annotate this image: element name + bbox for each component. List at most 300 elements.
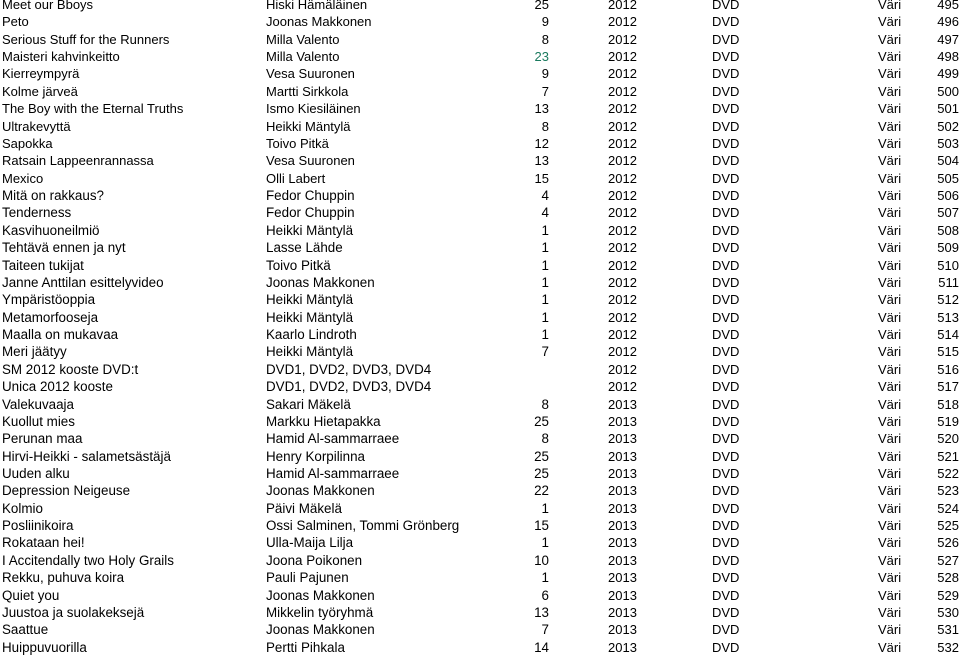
film-number: 531 (937, 622, 959, 638)
film-title: Unica 2012 kooste (2, 379, 113, 395)
film-number: 522 (937, 465, 959, 481)
film-author: Hamid Al-sammarraee (266, 465, 400, 481)
film-length: 1 (541, 327, 549, 343)
film-color: Väri (878, 518, 902, 534)
film-number: 520 (937, 431, 959, 447)
film-number: 500 (937, 83, 959, 99)
film-number: 499 (937, 66, 959, 82)
film-color: Väri (878, 552, 902, 568)
film-format: DVD (712, 135, 740, 151)
film-number: 496 (937, 14, 959, 30)
film-title: Hirvi-Heikki - salametsästäjä (2, 448, 171, 464)
film-length: 13 (534, 153, 549, 169)
film-number: 530 (937, 604, 959, 620)
film-format: DVD (712, 14, 740, 30)
film-year: 2013 (608, 448, 637, 464)
film-color: Väri (878, 205, 902, 221)
film-title: Meri jäätyy (2, 344, 67, 360)
film-color: Väri (878, 188, 902, 204)
film-length: 1 (541, 500, 549, 516)
film-color: Väri (878, 396, 902, 412)
film-author: Heikki Mäntylä (266, 118, 351, 134)
film-color: Väri (878, 448, 902, 464)
film-length: 15 (534, 170, 549, 186)
film-length: 1 (541, 535, 549, 551)
table-row (0, 48, 960, 65)
film-number: 505 (937, 170, 959, 186)
film-author: Toivo Pitkä (266, 135, 329, 151)
film-format: DVD (712, 205, 740, 221)
film-number: 507 (937, 205, 959, 221)
film-color: Väri (878, 570, 902, 586)
film-author: Vesa Suuronen (266, 66, 355, 82)
film-year: 2012 (608, 49, 637, 65)
film-title: Ultrakevyttä (2, 118, 71, 134)
film-author: DVD1, DVD2, DVD3, DVD4 (266, 379, 432, 395)
film-length: 1 (541, 222, 549, 238)
film-title: Depression Neigeuse (2, 483, 131, 499)
film-title: Metamorfooseja (2, 309, 99, 325)
film-year: 2012 (608, 31, 637, 47)
film-author: Milla Valento (266, 49, 340, 65)
film-title: Posliinikoira (2, 518, 74, 534)
film-format: DVD (712, 518, 740, 534)
film-year: 2013 (608, 431, 637, 447)
film-color: Väri (878, 292, 902, 308)
film-number: 506 (937, 188, 959, 204)
film-length: 7 (541, 622, 549, 638)
film-format: DVD (712, 101, 740, 117)
film-length: 14 (534, 639, 549, 655)
table-row (0, 204, 960, 221)
film-title: Serious Stuff for the Runners (2, 31, 170, 47)
table-row (0, 343, 960, 360)
film-color: Väri (878, 431, 902, 447)
film-color: Väri (878, 327, 902, 343)
film-number: 508 (937, 222, 959, 238)
film-length: 6 (541, 587, 549, 603)
film-format: DVD (712, 639, 740, 655)
film-length: 22 (534, 483, 549, 499)
film-author: Martti Sirkkola (266, 83, 349, 99)
film-author: Ossi Salminen, Tommi Grönberg (266, 518, 460, 534)
table-row (0, 326, 960, 343)
film-color: Väri (878, 101, 902, 117)
table-row (0, 187, 960, 204)
film-title: Rokataan hei! (2, 535, 85, 551)
table-row (0, 396, 960, 413)
film-number: 525 (937, 518, 959, 534)
film-color: Väri (878, 587, 902, 603)
film-number: 519 (937, 413, 959, 429)
film-length: 1 (541, 240, 549, 256)
table-row (0, 604, 960, 621)
film-year: 2012 (608, 222, 637, 238)
film-author: Kaarlo Lindroth (266, 327, 357, 343)
film-year: 2013 (608, 570, 637, 586)
film-number: 504 (937, 153, 959, 169)
film-length: 1 (541, 292, 549, 308)
film-color: Väri (878, 170, 902, 186)
film-color: Väri (878, 14, 902, 30)
film-format: DVD (712, 170, 740, 186)
film-length: 4 (541, 205, 549, 221)
film-year: 2013 (608, 622, 637, 638)
film-length: 9 (541, 14, 549, 30)
film-color: Väri (878, 309, 902, 325)
film-year: 2013 (608, 413, 637, 429)
film-format: DVD (712, 118, 740, 134)
film-length: 4 (541, 188, 549, 204)
film-format: DVD (712, 31, 740, 47)
table-row (0, 152, 960, 169)
film-year: 2012 (608, 170, 637, 186)
film-number: 502 (937, 118, 959, 134)
film-title: Kasvihuoneilmiö (2, 222, 100, 238)
table-row (0, 309, 960, 326)
film-format: DVD (712, 188, 740, 204)
film-color: Väri (878, 31, 902, 47)
film-format: DVD (712, 570, 740, 586)
film-author: DVD1, DVD2, DVD3, DVD4 (266, 361, 432, 377)
film-color: Väri (878, 257, 902, 273)
film-color: Väri (878, 83, 902, 99)
film-format: DVD (712, 587, 740, 603)
film-number: 509 (937, 240, 959, 256)
table-row (0, 534, 960, 551)
film-year: 2013 (608, 604, 637, 620)
film-format: DVD (712, 344, 740, 360)
film-title: Kierreympyrä (2, 66, 80, 82)
table-row (0, 274, 960, 291)
film-year: 2012 (608, 135, 637, 151)
film-number: 526 (937, 535, 959, 551)
film-format: DVD (712, 309, 740, 325)
film-author: Olli Labert (266, 170, 326, 186)
film-length: 8 (541, 31, 549, 47)
film-length: 7 (541, 344, 549, 360)
film-number: 497 (937, 31, 959, 47)
film-number: 528 (937, 570, 959, 586)
table-row (0, 378, 960, 395)
table-row (0, 361, 960, 378)
table-row (0, 552, 960, 569)
film-title: Peto (2, 14, 29, 30)
table-row (0, 291, 960, 308)
film-year: 2013 (608, 500, 637, 516)
film-year: 2012 (608, 153, 637, 169)
film-year: 2013 (608, 396, 637, 412)
film-color: Väri (878, 0, 902, 12)
film-color: Väri (878, 622, 902, 638)
film-author: Fedor Chuppin (266, 205, 355, 221)
film-year: 2012 (608, 118, 637, 134)
film-color: Väri (878, 118, 902, 134)
film-number: 523 (937, 483, 959, 499)
film-color: Väri (878, 604, 902, 620)
film-author: Heikki Mäntylä (266, 292, 354, 308)
film-length: 13 (534, 604, 549, 620)
table-row (0, 100, 960, 117)
film-title: Kolmio (2, 500, 43, 516)
film-number: 503 (937, 135, 959, 151)
film-color: Väri (878, 344, 902, 360)
film-color: Väri (878, 413, 902, 429)
film-format: DVD (712, 257, 740, 273)
film-author: Lasse Lähde (266, 240, 343, 256)
film-color: Väri (878, 361, 902, 377)
film-author: Henry Korpilinna (266, 448, 365, 464)
film-year: 2012 (608, 309, 637, 325)
film-author: Hamid Al-sammarraee (266, 431, 400, 447)
film-author: Markku Hietapakka (266, 413, 381, 429)
film-number: 513 (937, 309, 959, 325)
table-row (0, 257, 960, 274)
table-row (0, 83, 960, 100)
film-year: 2012 (608, 66, 637, 82)
table-row (0, 222, 960, 239)
film-color: Väri (878, 274, 902, 290)
table-row (0, 517, 960, 534)
film-year: 2012 (608, 379, 637, 395)
film-author: Joonas Makkonen (266, 274, 375, 290)
film-length: 23 (534, 49, 549, 65)
film-year: 2012 (608, 240, 637, 256)
film-author: Joonas Makkonen (266, 483, 375, 499)
film-year: 2012 (608, 257, 637, 273)
film-year: 2013 (608, 483, 637, 499)
film-length: 9 (541, 66, 549, 82)
film-author: Heikki Mäntylä (266, 309, 354, 325)
film-format: DVD (712, 66, 740, 82)
film-format: DVD (712, 222, 740, 238)
film-year: 2012 (608, 274, 637, 290)
film-color: Väri (878, 153, 902, 169)
table-row (0, 170, 960, 187)
film-number: 510 (937, 257, 959, 273)
film-length: 10 (534, 552, 549, 568)
film-year: 2012 (608, 101, 637, 117)
film-color: Väri (878, 535, 902, 551)
film-year: 2013 (608, 518, 637, 534)
film-format: DVD (712, 552, 740, 568)
film-year: 2013 (608, 552, 637, 568)
film-number: 515 (937, 344, 959, 360)
film-length: 13 (534, 101, 549, 117)
film-title: Kolme järveä (2, 83, 78, 99)
film-title: Perunan maa (2, 431, 83, 447)
film-length: 12 (534, 135, 549, 151)
film-length: 25 (534, 448, 549, 464)
table-row (0, 465, 960, 482)
film-length: 25 (534, 0, 549, 12)
film-title: Rekku, puhuva koira (2, 570, 125, 586)
film-format: DVD (712, 465, 740, 481)
film-year: 2012 (608, 205, 637, 221)
film-number: 495 (937, 0, 959, 12)
film-title: Taiteen tukijat (2, 257, 84, 273)
film-author: Joonas Makkonen (266, 14, 372, 30)
film-author: Päivi Mäkelä (266, 500, 342, 516)
film-format: DVD (712, 500, 740, 516)
film-author: Heikki Mäntylä (266, 222, 354, 238)
film-title: Tehtävä ennen ja nyt (2, 240, 126, 256)
film-title: Saattue (2, 622, 49, 638)
film-format: DVD (712, 396, 740, 412)
film-number: 532 (937, 639, 959, 655)
film-year: 2013 (608, 465, 637, 481)
film-year: 2012 (608, 0, 637, 12)
film-number: 524 (937, 500, 959, 516)
film-title: Maalla on mukavaa (2, 327, 119, 343)
film-length: 7 (541, 83, 549, 99)
film-length: 25 (534, 465, 549, 481)
film-number: 521 (937, 448, 959, 464)
film-year: 2012 (608, 361, 637, 377)
table-row (0, 118, 960, 135)
film-format: DVD (712, 240, 740, 256)
film-color: Väri (878, 135, 902, 151)
table-row (0, 500, 960, 517)
film-year: 2013 (608, 535, 637, 551)
table-row (0, 621, 960, 638)
film-author: Hiski Hämäläinen (266, 0, 368, 12)
film-format: DVD (712, 327, 740, 343)
film-author: Joonas Makkonen (266, 587, 375, 603)
film-title: Kuollut mies (2, 413, 75, 429)
film-number: 514 (937, 327, 959, 343)
film-format: DVD (712, 274, 740, 290)
film-year: 2012 (608, 188, 637, 204)
film-format: DVD (712, 535, 740, 551)
film-format: DVD (712, 153, 740, 169)
film-year: 2013 (608, 639, 637, 655)
film-title: Quiet you (2, 587, 60, 603)
table-row (0, 430, 960, 447)
film-title: Ympäristöoppia (2, 292, 96, 308)
film-author: Joona Poikonen (266, 552, 363, 568)
film-length: 1 (541, 309, 549, 325)
film-color: Väri (878, 639, 902, 655)
film-length: 1 (541, 274, 549, 290)
film-length: 25 (534, 413, 549, 429)
film-color: Väri (878, 66, 902, 82)
film-title: SM 2012 kooste DVD:t (2, 361, 139, 377)
film-author: Mikkelin työryhmä (266, 604, 374, 620)
film-title: Tenderness (2, 205, 72, 221)
film-author: Toivo Pitkä (266, 257, 331, 273)
film-number: 501 (937, 101, 959, 117)
film-year: 2012 (608, 327, 637, 343)
film-length: 8 (541, 118, 549, 134)
film-author: Sakari Mäkelä (266, 396, 351, 412)
table-row (0, 31, 960, 48)
film-title: Ratsain Lappeenrannassa (2, 153, 154, 169)
film-format: DVD (712, 0, 740, 12)
table-row (0, 639, 960, 656)
film-title: Mexico (2, 170, 44, 186)
film-number: 517 (937, 379, 959, 395)
film-author: Pertti Pihkala (266, 639, 345, 655)
table-row (0, 65, 960, 82)
film-title: Maisteri kahvinkeitto (2, 49, 120, 65)
film-length: 8 (541, 396, 549, 412)
table-row (0, 0, 960, 13)
film-number: 529 (937, 587, 959, 603)
film-color: Väri (878, 49, 902, 65)
film-length: 1 (541, 570, 549, 586)
film-color: Väri (878, 222, 902, 238)
film-number: 527 (937, 552, 959, 568)
film-number: 511 (938, 274, 959, 290)
film-color: Väri (878, 465, 902, 481)
film-format: DVD (712, 622, 740, 638)
table-row (0, 13, 960, 30)
film-year: 2012 (608, 14, 637, 30)
film-color: Väri (878, 240, 902, 256)
film-author: Vesa Suuronen (266, 153, 355, 169)
table-row (0, 135, 960, 152)
film-author: Joonas Makkonen (266, 622, 375, 638)
film-title: Meet our Bboys (2, 0, 94, 12)
film-format: DVD (712, 431, 740, 447)
table-row (0, 482, 960, 499)
film-year: 2012 (608, 344, 637, 360)
table-row (0, 413, 960, 430)
film-title: Valekuvaaja (2, 396, 74, 412)
film-color: Väri (878, 379, 902, 395)
film-year: 2013 (608, 587, 637, 603)
film-title: I Accitendally two Holy Grails (2, 552, 174, 568)
film-title: Huippuvuorilla (2, 639, 87, 655)
film-author: Pauli Pajunen (266, 570, 349, 586)
film-format: DVD (712, 361, 740, 377)
film-format: DVD (712, 292, 740, 308)
film-year: 2012 (608, 83, 637, 99)
film-color: Väri (878, 500, 902, 516)
film-color: Väri (878, 483, 902, 499)
film-length: 8 (541, 431, 549, 447)
film-format: DVD (712, 83, 740, 99)
film-title: The Boy with the Eternal Truths (2, 101, 184, 117)
film-author: Milla Valento (266, 31, 340, 47)
film-year: 2012 (608, 292, 637, 308)
film-title: Janne Anttilan esittelyvideo (2, 274, 164, 290)
film-author: Ismo Kiesiläinen (266, 101, 361, 117)
film-format: DVD (712, 604, 740, 620)
film-format: DVD (712, 379, 740, 395)
film-number: 516 (937, 361, 959, 377)
film-title: Mitä on rakkaus? (2, 188, 104, 204)
film-format: DVD (712, 413, 740, 429)
film-format: DVD (712, 448, 740, 464)
film-format: DVD (712, 483, 740, 499)
film-length: 1 (541, 257, 549, 273)
film-title: Juustoa ja suolakeksejä (2, 604, 145, 620)
film-format: DVD (712, 49, 740, 65)
film-title: Sapokka (2, 135, 53, 151)
film-number: 518 (937, 396, 959, 412)
film-author: Ulla-Maija Lilja (266, 535, 354, 551)
film-author: Fedor Chuppin (266, 188, 355, 204)
film-author: Heikki Mäntylä (266, 344, 354, 360)
film-length: 15 (534, 518, 549, 534)
film-number: 498 (937, 49, 959, 65)
table-row (0, 569, 960, 586)
film-number: 512 (937, 292, 959, 308)
table-row (0, 239, 960, 256)
table-row (0, 587, 960, 604)
